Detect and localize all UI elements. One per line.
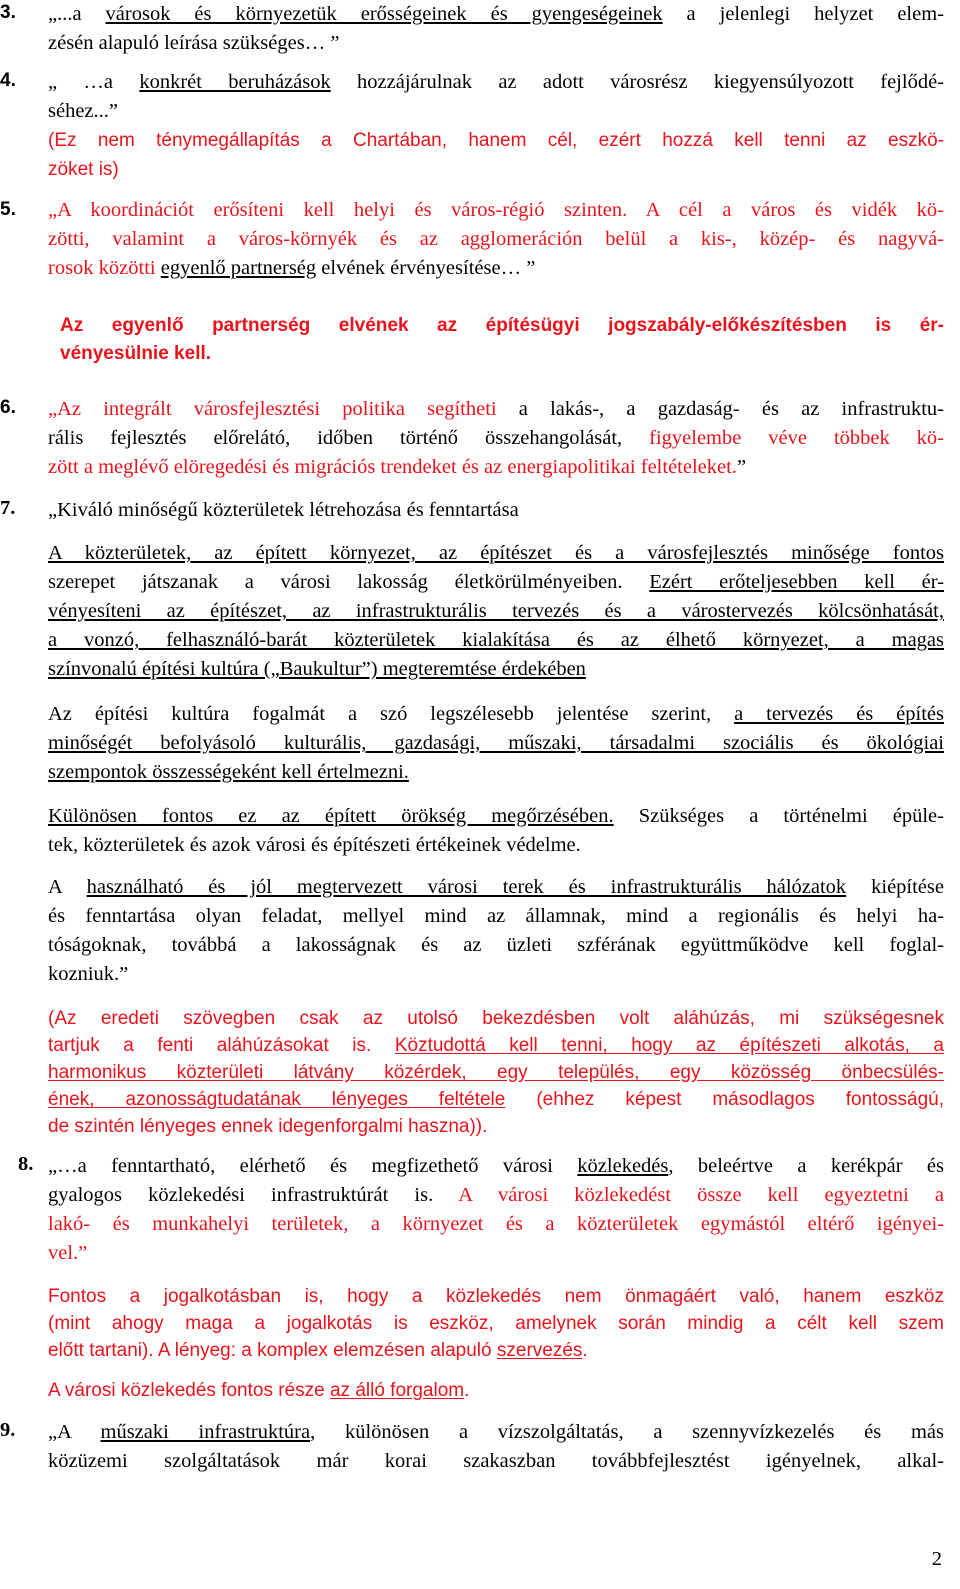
item-3-number: 3. xyxy=(0,2,16,23)
item-7-number: 7. xyxy=(0,497,16,519)
item-3-text xyxy=(48,0,944,58)
item-7-paragraph-4: A használható és jól megtervezett városi terek és infrastrukturális hálózatok kiépítése és fenntartása olyan feladat, mellyel mind az államnak, mind a regionális és helyi ha- tóságoknak, továbbá a lakosságnak és az üzleti szférának együttműködve kell foglal- kozniuk.” xyxy=(48,876,944,985)
item-9-text: „A műszaki infrastruktúra, különösen a vízszolgáltatás, a szennyvízkezelés és más közüzemi szolgáltatások már korai szakaszban továbbfejlesztést igényelnek, alkal- xyxy=(48,1421,944,1472)
item-6-number: 6. xyxy=(0,397,16,418)
item-9-number: 9. xyxy=(0,1419,16,1441)
item-7-paragraph-2: Az építési kultúra fogalmát a szó legszélesebb jelentése szerint, a tervezés és építés minőségét befolyásoló kulturális, gazdasági, műszaki, társadalmi szociális és ökológiai szempontok összességeként kell értelmezni. xyxy=(48,703,945,783)
item-8-note-1: Fontos a jogalkotásban is, hogy a közlekedés nem önmagáért való, hanem eszköz (mint ahogy maga a jogalkotás is eszköz, amelynek során mindig a célt kell szem előtt tartani). A lényeg: a komplex elemzésen alapuló szervezés. xyxy=(48,1286,944,1361)
item-3-line-2: zésén alapuló leírása szükséges… ” xyxy=(48,32,340,54)
item-7-note: (Az eredeti szövegben csak az utolsó bekezdésben volt aláhúzás, mi szükségesnek tartjuk a fenti aláhúzásokat is. Köztudottá kell tenni, hogy az építészeti alkotás, a harmonikus közterületi látvány közérdek, egy település, egy közösség önbecsülés- ének, azonosságtudatának lényeges feltétele (ehhez képest másodlagos fontosságú, de szintén lényeges ennek idegenforgalmi haszna)). xyxy=(48,1008,944,1137)
item-7-title: „Kiváló minőségű közterületek létrehozása és fenntartása xyxy=(48,499,519,521)
item-4-note: (Ez nem ténymegállapítás a Chartában, hanem cél, ezért hozzá kell tenni az eszkö- zöket is) xyxy=(48,130,944,180)
item-4-text: „ …a konkrét beruházások hozzájárulnak az adott városrész kiegyensúlyozott fejlődé- séhez...” xyxy=(48,71,944,122)
item-4-number: 4. xyxy=(0,70,16,91)
page-number: 2 xyxy=(931,1548,942,1570)
item-5-number: 5. xyxy=(0,199,16,220)
item-6-text: „Az integrált városfejlesztési politika segítheti a lakás-, a gazdaság- és az infrastruktu- rális fejlesztés előrelátó, időben történő összehangolását, figyelembe véve többek kö- zött a meglévő elöregedési és migrációs trendeket és az energiapolitikai feltételeket.” xyxy=(48,398,945,478)
item-3-line-1: „...a városok és környezetük erősségeinek és gyengeségeinek a jelenlegi helyzet elem- xyxy=(48,3,944,25)
item-8-note-2: A városi közlekedés fontos része az álló forgalom. xyxy=(48,1380,470,1401)
item-7-paragraph-1: A közterületek, az épített környezet, az építészet és a városfejlesztés minősége fontos szerepet játszanak a városi lakosság életkörülményeiben. Ezért erőteljesebben kell ér- vényesíteni az építészet, az infrastrukturális tervezés és a várostervezés kölcsönhatását, a vonzó, felhasználó-barát közterületek kialakítása és az élhető környezet, a magas színvonalú építési kultúra („Baukultur”) megteremtése érdekében xyxy=(48,542,944,680)
item-7-paragraph-3: Különösen fontos ez az épített örökség megőrzésében. Szükséges a történelmi épüle- tek, közterületek és azok városi és építészeti értékeinek védelme. xyxy=(48,805,944,856)
item-5-text: „A koordinációt erősíteni kell helyi és város-régió szinten. A cél a város és vidék kö- zötti, valamint a város-környék és az agglomeráción belül a kis-, közép- és nagyvá- rosok közötti egyenlő partnerség elvének érvényesítése… ” xyxy=(48,199,944,279)
item-8-text: „…a fenntartható, elérhető és megfizethető városi közlekedés, beleértve a kerékpár és gyalogos közlekedési infrastruktúrát is. A városi közlekedést össze kell egyeztetni a lakó- és munkahelyi területek, a környezet és a közterületek egymástól eltérő igényei- vel.” xyxy=(48,1155,945,1264)
item-5-note: Az egyenlő partnerség elvének az építésügyi jogszabály-előkészítésben is ér- vényesülnie kell. xyxy=(60,315,944,364)
item-8-number: 8. xyxy=(18,1153,34,1175)
